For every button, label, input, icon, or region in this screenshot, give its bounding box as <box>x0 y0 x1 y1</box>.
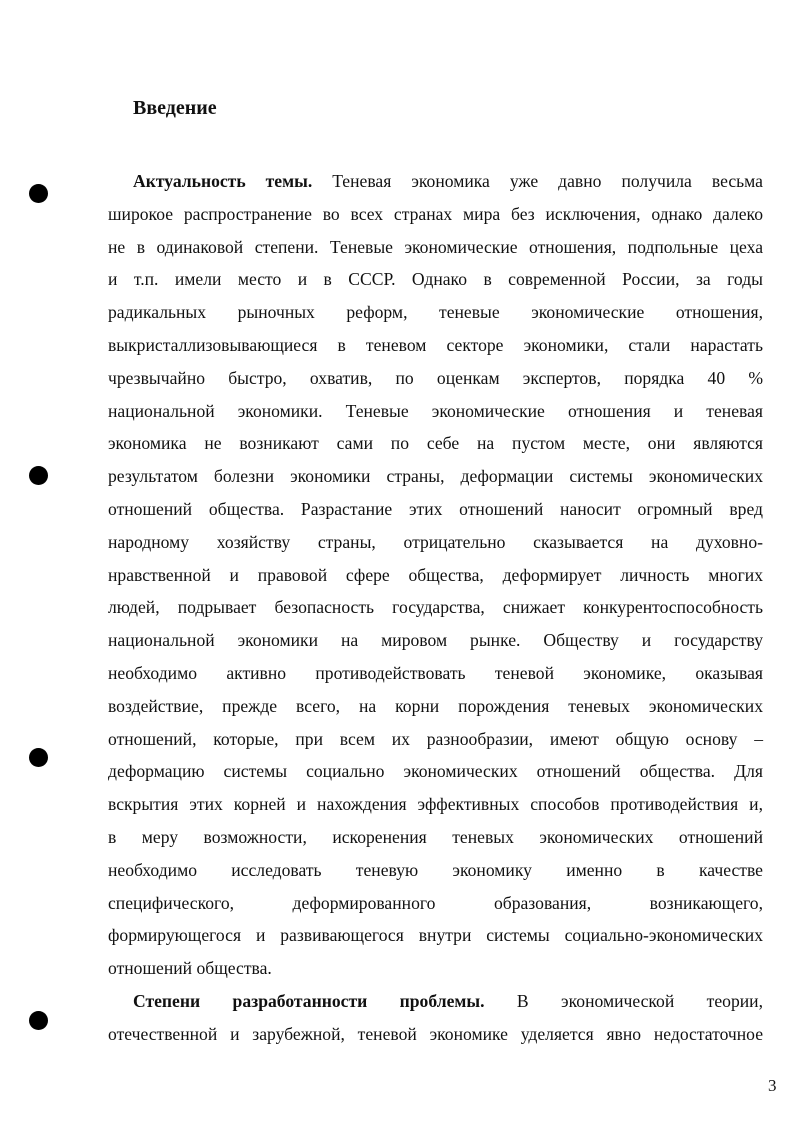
paragraph-line: Степени разработанности проблемы. В экономической теории, <box>133 990 763 1011</box>
paragraph-line: радикальных рыночных реформ, теневые экономические отношения, <box>108 302 763 323</box>
paragraph-line: специфического, деформированного образования, возникающего, <box>108 892 763 913</box>
paragraph-line: формирующегося и развивающегося внутри системы социально-экономических <box>108 925 763 946</box>
paragraph-line: чрезвычайно быстро, охватив, по оценкам экспертов, порядка 40 % <box>108 367 763 388</box>
paragraph-line: отношений общества. <box>108 958 272 979</box>
binder-hole-mark <box>29 1011 48 1030</box>
paragraph-line: отечественной и зарубежной, теневой экономике уделяется явно недостаточное <box>108 1023 763 1044</box>
document-body <box>108 165 763 1051</box>
paragraph-line: национальной экономики. Теневые экономические отношения и теневая <box>108 400 763 421</box>
paragraph-line: вскрытия этих корней и нахождения эффективных способов противодействия и, <box>108 794 763 815</box>
paragraph-line: деформацию системы социально экономических отношений общества. Для <box>108 761 763 782</box>
paragraph-lead: Актуальность темы. <box>133 171 313 191</box>
paragraph-line: не в одинаковой степени. Теневые экономические отношения, подпольные цеха <box>108 236 763 257</box>
paragraph-line: национальной экономики на мировом рынке. Обществу и государству <box>108 630 763 651</box>
page-number: 3 <box>768 1076 777 1095</box>
paragraph-line: людей, подрывает безопасность государства, снижает конкурентоспособность <box>108 597 763 618</box>
paragraph-line: необходимо активно противодействовать теневой экономике, оказывая <box>108 662 763 683</box>
paragraph-line: народному хозяйству страны, отрицательно сказывается на духовно- <box>108 531 763 552</box>
paragraph-line: экономика не возникают сами по себе на пустом месте, они являются <box>108 433 763 454</box>
paragraph-line: отношений, которые, при всем их разнообразии, имеют общую основу – <box>108 728 763 749</box>
paragraph-line: широкое распространение во всех странах мира без исключения, однако далеко <box>108 203 763 224</box>
paragraph-line: отношений общества. Разрастание этих отношений наносит огромный вред <box>108 498 763 519</box>
paragraph-line: Актуальность темы. Теневая экономика уже давно получила весьма <box>133 171 763 191</box>
paragraph-lead: Степени разработанности проблемы. <box>133 990 485 1011</box>
paragraph-line: результатом болезни экономики страны, деформации системы экономических <box>108 466 763 487</box>
binder-hole-mark <box>29 184 48 203</box>
paragraph-line: необходимо исследовать теневую экономику именно в качестве <box>108 859 763 880</box>
paragraph-line: и т.п. имели место и в СССР. Однако в современной России, за годы <box>108 269 763 290</box>
binder-hole-mark <box>29 466 48 485</box>
paragraph-line: воздействие, прежде всего, на корни порождения теневых экономических <box>108 695 763 716</box>
paragraph-line: нравственной и правовой сфере общества, деформирует личность многих <box>108 564 763 585</box>
paragraph-line: выкристаллизовывающиеся в теневом секторе экономики, стали нарастать <box>108 334 763 355</box>
paragraph-line: в меру возможности, искоренения теневых экономических отношений <box>108 826 763 847</box>
section-heading: Введение <box>133 97 217 119</box>
binder-hole-mark <box>29 748 48 767</box>
